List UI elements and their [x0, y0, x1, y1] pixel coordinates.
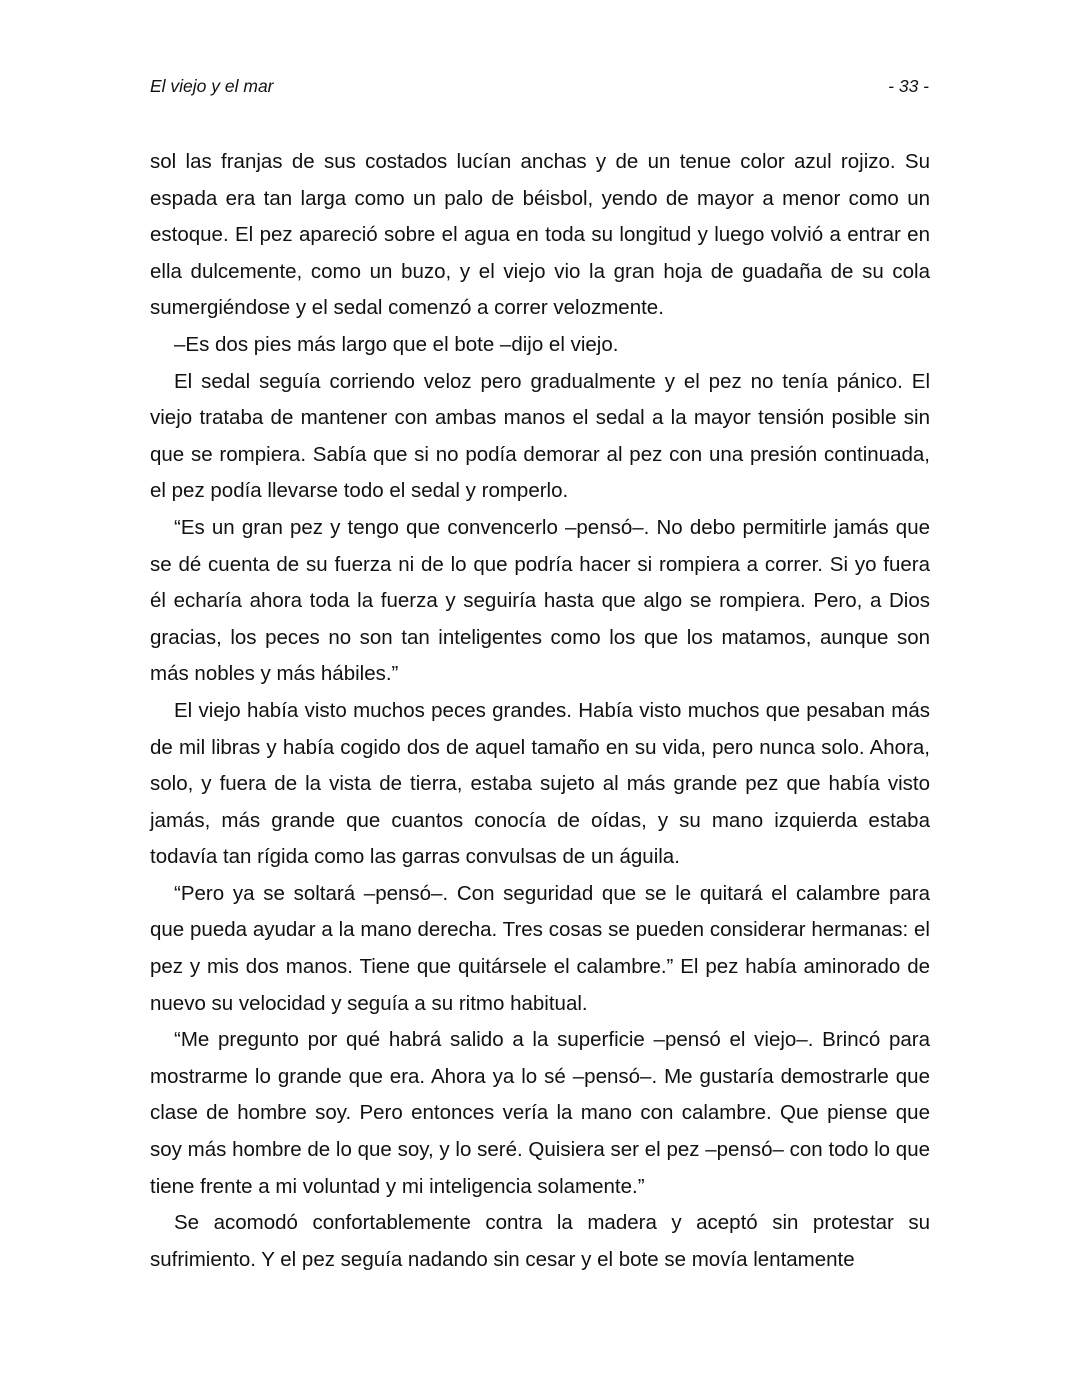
paragraph-1: sol las franjas de sus costados lucían anchas y de un tenue color azul rojizo. Su espada era tan larga como un palo de béisbol, yendo de mayor a menor como un estoque. El pez apareció sobre el agua en toda su longitud y luego volvió a entrar en ella dulcemente, como un buzo, y el viejo vio la gran hoja de guadaña de su cola sumergiéndose y el sedal comenzó a correr velozmente. [150, 150, 930, 320]
body-text [150, 144, 930, 1278]
paragraph-3: El sedal seguía corriendo veloz pero gradualmente y el pez no tenía pánico. El viejo trataba de mantener con ambas manos el sedal a la mayor tensión posible sin que se rompiera. Sabía que si no podía demorar al pez con una presión continuada, el pez podía llevarse todo el sedal y romperlo. [150, 369, 930, 503]
page-number: - 33 - [888, 76, 929, 96]
running-header-title: El viejo y el mar [150, 76, 274, 96]
paragraph-2: –Es dos pies más largo que el bote –dijo el viejo. [174, 332, 619, 356]
paragraph-5: El viejo había visto muchos peces grandes. Había visto muchos que pesaban más de mil libras y había cogido dos de aquel tamaño en su vida, pero nunca solo. Ahora, solo, y fuera de la vista de tierra, estaba sujeto al más grande pez que había visto jamás, más grande que cuantos conocía de oídas, y su mano izquierda estaba todavía tan rígida como las garras convulsas de un águila. [150, 698, 930, 869]
paragraph-6: “Pero ya se soltará –pensó–. Con seguridad que se le quitará el calambre para que pueda ayudar a la mano derecha. Tres cosas se pueden considerar hermanas: el pez y mis dos manos. Tiene que quitársele el calambre.” El pez había aminorado de nuevo su velocidad y seguía a su ritmo habitual. [150, 881, 930, 1015]
paragraph-8: Se acomodó confortablemente contra la madera y aceptó sin protestar su sufrimiento. Y el pez seguía nadando sin cesar y el bote se movía lentamente [150, 1211, 930, 1271]
paragraph-7: “Me pregunto por qué habrá salido a la superficie –pensó el viejo–. Brincó para mostrarme lo grande que era. Ahora ya lo sé –pensó–. Me gustaría demostrarle que clase de hombre soy. Pero entonces vería la mano con calambre. Que piense que soy más hombre de lo que soy, y lo seré. Quisiera ser el pez –pensó– con todo lo que tiene frente a mi voluntad y mi inteligencia solamente.” [150, 1028, 930, 1198]
paragraph-4: “Es un gran pez y tengo que convencerlo –pensó–. No debo permitirle jamás que se dé cuenta de su fuerza ni de lo que podría hacer si rompiera a correr. Si yo fuera él echaría ahora toda la fuerza y seguiría hasta que algo se rompiera. Pero, a Dios gracias, los peces no son tan inteligentes como los que los matamos, aunque son más nobles y más hábiles.” [150, 515, 930, 686]
